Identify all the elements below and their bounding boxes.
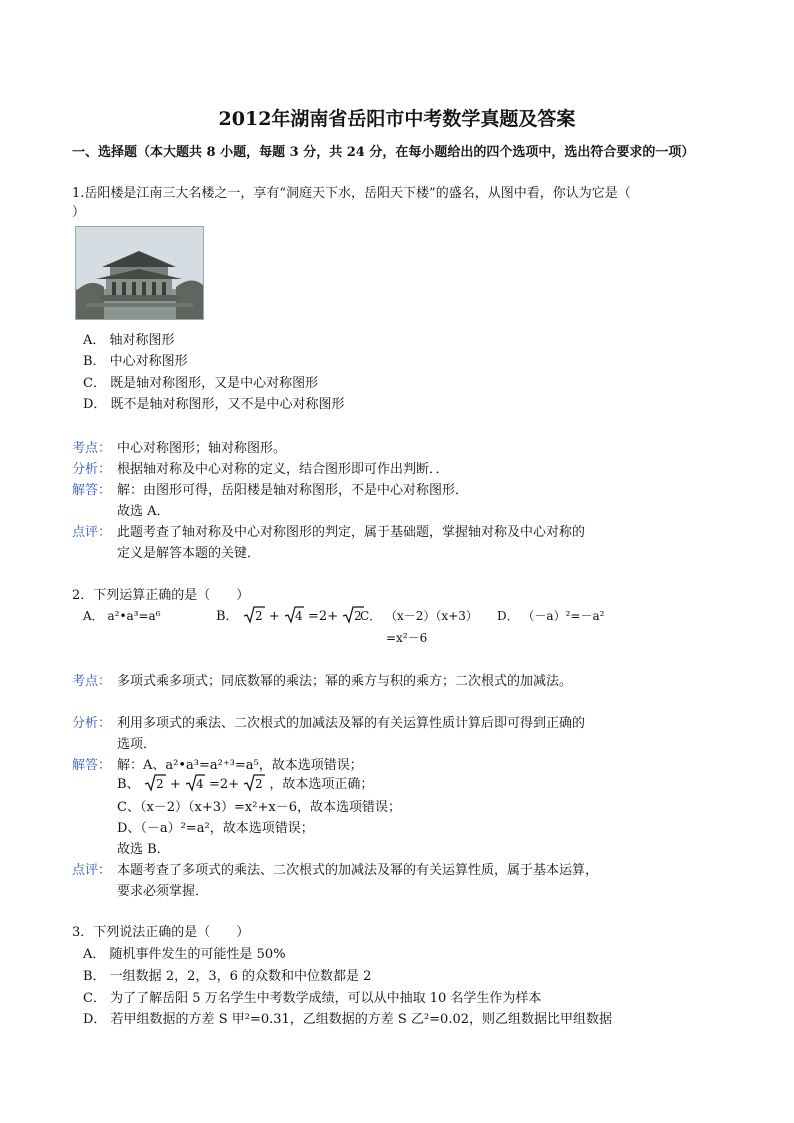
q1-dianping-line1: 此题考查了轴对称及中心对称图形的判定，属于基础题，掌握轴对称及中心对称的	[117, 525, 586, 540]
sqrt-icon	[144, 774, 166, 792]
q3-stem: 3．下列说法正确的是（ ）	[72, 925, 250, 940]
q1-option-b: B． 中心对称图形	[83, 354, 188, 369]
q2-option-b-plus: +	[268, 609, 280, 624]
q2-jieda-line2-suffix: ，故本选项正确；	[269, 777, 374, 792]
q1-jieda-label: 解答：	[72, 483, 112, 498]
sqrt-icon	[185, 774, 205, 792]
q2-option-b-letter: B．	[216, 609, 239, 624]
q2-kaodian-text: 多项式乘多项式；同底数幂的乘法；幂的乘方与积的乘方；二次根式的加减法。	[117, 674, 573, 689]
q2-option-c-line2: =x²－6	[386, 631, 428, 645]
q1-fenxi-text: 根据轴对称及中心对称的定义，结合图形即可作出判断．．	[117, 462, 449, 477]
q2-jieda-line4: D、（－a）²=a²，故本选项错误；	[117, 821, 314, 836]
sqrt-4-expression	[284, 606, 304, 628]
section-heading: 一、选择题（本大题共 8 小题，每题 3 分，共 24 分，在每小题给出的四个选项中，选出符合要求的一项）	[72, 145, 695, 160]
q1-jieda-line2: 故选 A．	[117, 504, 170, 519]
q1-kaodian-label: 考点：	[72, 441, 112, 456]
svg-text:2: 2	[155, 776, 164, 791]
q1-stem-line1: 1.岳阳楼是江南三大名楼之一，享有“洞庭天下水，岳阳天下楼”的盛名，从图中看，你认为它是（	[72, 186, 631, 201]
page-title: 2012年湖南省岳阳市中考数学真题及答案	[218, 108, 576, 130]
q3-option-b: B． 一组数据 2，2，3，6 的众数和中位数都是 2	[83, 969, 372, 984]
q2-jieda-line1: 解：A、a²•a³=a²⁺³=a⁵，故本选项错误；	[117, 758, 363, 773]
sqrt-icon	[243, 606, 265, 624]
q2-stem: 2．下列运算正确的是（ ）	[72, 588, 250, 603]
svg-text:2: 2	[354, 608, 362, 623]
sqrt-icon	[284, 606, 304, 624]
sqrt-2-expression	[144, 774, 166, 796]
q2-jieda-line2-prefix: B、	[117, 777, 140, 792]
yueyang-tower-photo	[75, 226, 204, 320]
q2-jieda-line3: C、（x－2）（x+3）=x²+x－6，故本选项错误；	[117, 800, 401, 815]
q2-fenxi-line2: 选项．	[117, 737, 157, 752]
sqrt-2-expression	[243, 774, 265, 796]
q1-dianping-label: 点评：	[72, 525, 112, 540]
q2-dianping-line1: 本题考查了多项式的乘法、二次根式的加减法及幂的有关运算性质，属于基本运算，	[117, 863, 599, 878]
q1-option-d: D． 既不是轴对称图形，又不是中心对称图形	[83, 397, 345, 412]
q1-fenxi-label: 分析：	[72, 462, 112, 477]
svg-text:4: 4	[195, 776, 204, 791]
svg-text:2: 2	[255, 776, 263, 791]
q3-option-c: C． 为了了解岳阳 5 万名学生中考数学成绩，可以从中抽取 10 名学生作为样本	[83, 991, 542, 1006]
sqrt-2-expression	[243, 606, 265, 628]
q1-option-c: C． 既是轴对称图形，又是中心对称图形	[83, 376, 319, 391]
q3-option-a: A． 随机事件发生的可能性是 50%	[83, 947, 286, 962]
q2-option-c-line1: C． （x－2）（x+3）	[360, 609, 478, 623]
q2-jieda-line5: 故选 B．	[117, 842, 170, 857]
q2-jieda-line2	[117, 773, 373, 796]
sqrt-icon	[243, 774, 265, 792]
q1-dianping-line2: 定义是解答本题的关键．	[117, 546, 261, 561]
q2-dianping-line2: 要求必须掌握．	[117, 884, 209, 899]
q2-kaodian-label: 考点：	[72, 674, 112, 689]
q2-option-b	[216, 605, 364, 628]
q2-dianping-label: 点评：	[72, 863, 112, 878]
q3-option-d: D． 若甲组数据的方差 S 甲²=0.31，乙组数据的方差 S 乙²=0.02，则乙组数据比甲组数据	[83, 1012, 612, 1027]
q1-jieda-line1: 解：由图形可得，岳阳楼是轴对称图形，不是中心对称图形．	[117, 483, 469, 498]
q1-kaodian-text: 中心对称图形；轴对称图形。	[117, 441, 287, 456]
q1-stem-line2: ）	[72, 205, 86, 220]
sqrt-4-expression	[185, 774, 205, 796]
yueyang-tower-illustration	[76, 227, 203, 319]
q2-fenxi-line1: 利用多项式的乘法、二次根式的加减法及幂的有关运算性质计算后即可得到正确的	[117, 716, 586, 731]
svg-text:4: 4	[294, 608, 303, 623]
q2-option-d: D． （－a）²=－a²	[497, 609, 605, 623]
q2-jieda-line2-plus: +	[169, 777, 181, 792]
q2-jieda-label: 解答：	[72, 758, 112, 773]
q2-option-b-equals: =2+	[308, 609, 339, 624]
svg-text:2: 2	[254, 608, 263, 623]
q1-option-a: A． 轴对称图形	[83, 333, 175, 348]
q2-jieda-line2-equals: =2+	[209, 777, 240, 792]
q2-fenxi-label: 分析：	[72, 716, 112, 731]
q2-option-a: A． a²•a³=a⁶	[83, 609, 161, 623]
